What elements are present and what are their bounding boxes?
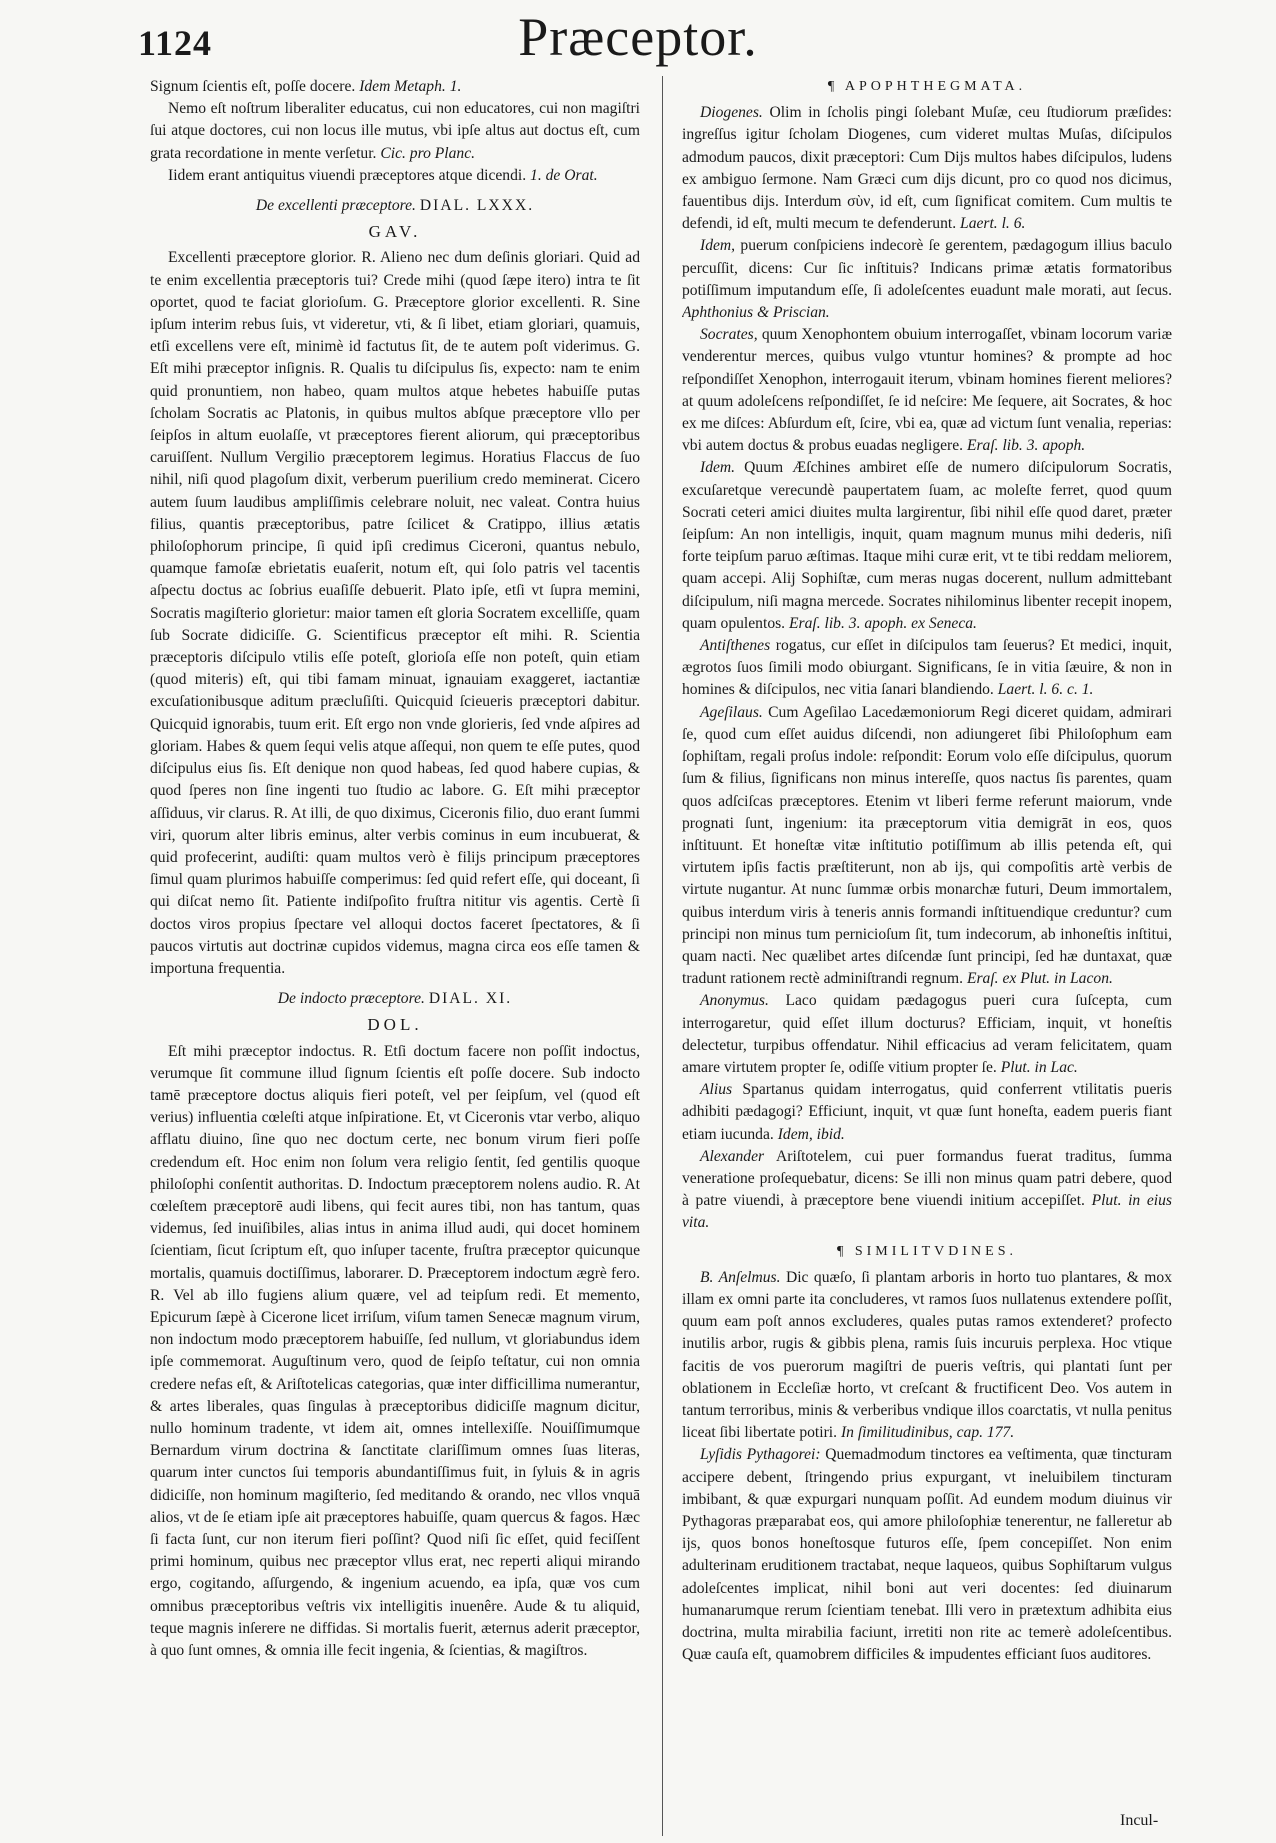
apophthegm-entry: Socrates, quum Xenophontem obuium interrogaſſet, vbinam locorum variæ venderentur merces, quibus vulgo vtuntur homines? & prompte ad hoc reſpondiſſet Xenophon, interrogauit iterum, vbinam homines fierent meliores? at quum adoleſcens reſpondiſſet, ſe id neſcire: Me ſequere, ait Socrates, & hoc ex me diſces: Abſurdum eſt, ſcire, vbi ea, quæ ad victum ſunt venalia, reperias: vbi autem doctus & probus euadas negligere. Eraſ. lib. 3. apoph. xyxy=(682,326,1172,455)
similitudines-heading: ¶ SIMILITVDINES. xyxy=(837,1243,1017,1259)
apophthegm-entry: Anonymus. Laco quidam pædagogus pueri cura ſuſcepta, cum interrogaretur, quid eſſet illum docturus? Efficiam, inquit, vt honeſtis delectetur, turpibus offendatur. Nihil efficacius ad veram felicitatem, quam amare virtutem propter ſe, odiſſe vitium propter ſe. Plut. in Lac. xyxy=(682,992,1172,1076)
similitude-entry: B. Anſelmus. Dic quæſo, ſi plantam arboris in horto tuo plantares, & mox illam ex omni parte ita concluderes, vt ramos ſuos nullatenus extendere poſſit, quum eam poſt annos excluderes, quales putas ramos extenderet? profecto inutilis arbor, rugis & gibbis plena, ramis ſuis incuruis perplexa. Hoc vtique facitis de vos puerorum magiſtri de pueris veſtris, qui plantati ſunt per oblationem in Eccleſiæ horto, vt creſcant & fructificent Deo. Vos autem in tantum terroribus, minis & verberibus vndique illos coarctatis, vt nulla penitus liceat ſibi libertate potiri. In ſimilitudinibus, cap. 177. xyxy=(682,1268,1172,1442)
similitude-entry: Lyſidis Pythagorei: Quemadmodum tinctores ea veſtimenta, quæ tincturam accipere debent, ſtringendo prius expurgant, vt ineluibilem tincturam imbibant, & quæ expurgari nunquam poſſit. Ad eundem modum diuinus vir Pythagoras præparabat eos, qui amore philoſophiæ tenerentur, ne falleretur ab ijs, quos bonos honeſtosque futuros eſſe, ſpem concepiſſet. Non enim adulterinam eruditionem tractabat, neque laqueos, quibus Sophiſtarum vulgus adoleſcentes implicat, nihil boni aut veri docentes: ſed diuinarum humanarumque rerum ſcientiam tenebat. Illi vero in prætextum adhibita eius doctrina, multa mirabilia faciunt, irretiti non rite ac temerè adoleſcentibus. Quæ cauſa eſt, quamobrem difficiles & impudentes efficiant ſuos auditores. xyxy=(682,1446,1172,1664)
left-column xyxy=(150,76,640,1836)
apophthegm-entry: Idem, puerum conſpiciens indecorè ſe gerentem, pædagogum illius baculo percuſſit, dicens: Cur ſic inſtituis? Indicans primæ ætatis formatoribus potiſſimum imputandum eſſe, ſi adoleſcentes euadunt male morati, aut ſecus. Aphthonius & Priscian. xyxy=(682,237,1172,322)
page-number: 1124 xyxy=(138,23,213,63)
right-column xyxy=(682,76,1172,1836)
apophthegm-entry: Antiſthenes rogatus, cur eſſet in diſcipulos tam ſeuerus? Et medici, inquit, ægrotos ſuos ſimili modo obiurgant. Significans, ſe in vitia ſæuire, & non in homines & diſcipulos, nec vitia ſanari blandiendo. Laert. l. 6. c. 1. xyxy=(682,637,1172,699)
dialog-body-excellent: Excellenti præceptore glorior. R. Alieno nec dum deſinis gloriari. Quid ad te enim excellentia præceptoris tui? Crede mihi (quod ſæpe itero) intra te ſit oportet, quod te faciat glorioſum. G. Præceptore glorior excellenti. R. Sine ipſum interim rebus ſuis, vt videretur, vti, & ſi libet, etiam gloriari, quamuis, etſi excellens vere eſt, minimè id factutus ſit, de te autem poſt viderimus. G. Eſt mihi præceptor inſignis. R. Qualis tu diſcipulus ſis, expecto: nam te enim quid pronuntiem, non habeo, quam multos atque hebetes habuiſſe putas ſcholam Socratis ac Platonis, in quibus multos abſque præceptore vllo per ſeipſos in altum euolaſſe, vt præceptores fierent aliorum, qui præceptoribus caruiſſent. Nullum Vergilio præceptorem legimus. Horatius Flaccus de ſuo nihil, niſi quod plagoſum dixit, verberum puerilium credo meminerat. Cicero autem ſuum laudibus ampliſſimis celebrare noluit, nec valeat. Contra huius filius, quantis præceptoribus, patre ſcilicet & Cratippo, illius ætatis philoſophorum principe, ſi quid ipſi credimus Ciceroni, quantus nebulo, quamque famoſæ ebrietatis euaſerit, notum eſt, qui ſolo patris vel tacentis aſpectu doctus ac ſobrius euaſiſſe debuerit. Plato ipſe, etſi vt ſupra memini, Socratis magiſterio glorietur: maior tamen eſt gloria Socratem excelliſſe, quam ſub Socrate didiciſſe. G. Scientificus præceptor eſt mihi. R. Scientia præceptoris diſcipulo vtilis eſſe poteſt, glorioſa eſſe non poteſt, quin etiam (quod miteris) eſt, qui tibi famam minuat, ignauiam exaggeret, iactantiæ excuſationibusque aditum præcluſiſti. Quicquid ſcieueris præceptori dabitur. Quicquid ignorabis, tuum erit. Eſt ergo non vnde glorieris, ſed vnde aſpires ad gloriam. Habes & quem ſequi velis atque aſſequi, non quem te eſſe putes, quod diſcipulus eius ſis. Eſt denique non quod habeas, ſed quod habere cupias, & quod ſperes non ſine ingenti tuo ſtudio ac labore. G. Eſt mihi præceptor aſſiduus, vir clarus. R. At illi, de quo diximus, Ciceronis filio, duo erant ſummi viri, quorum alter libris eminus, alter verbis cominus in eum incubuerat, & quid profecerint, audiſti: quam multos verò è filijs principum præceptores ſimul quam plurimos habuiſſe comperimus: ſed quid refert eſſe, qui doceant, ſi qui diſcat nemo ſit. Patiente indiſpoſito fruſtra nititur vis agentis. Certè ſi doctos viros propius ſpectare vel alloqui doctos faceret ſpectatores, & ſi paucos virtutis aut doctrinæ cupidos videmus, magna circa eos eſſe tamen & importuna frequentia. xyxy=(150,249,640,977)
apophthegm-entry: Alexander Ariſtotelem, cui puer formandus fuerat traditus, ſumma veneratione proſequebatur, dicens: Se illi non minus quam patri debere, quod à patre viuendi, à præceptore bene viuendi initium accepiſſet. Plut. in eius vita. xyxy=(682,1147,1172,1232)
intro-quote-2: Nemo eſt noſtrum liberaliter educatus, cui non educatores, cui non magiſtri ſui atque doctores, cui non locus ille mutus, vbi ipſe altus aut doctus eſt, cum grata recordatione in mente verſetur. Cic. pro Planc. xyxy=(150,100,640,162)
dialog-body-unlearned: Eſt mihi præceptor indoctus. R. Etſi doctum facere non poſſit indoctus, verumque ſit commune illud ſignum ſcientis eſt poſſe docere. Sub indocto tamē præceptore doctus aliquis fieri poteſt, vel per ſeipſum, vel (quod eſt verius) influentia cœleſti atque inſpiratione. Et, vt Ciceronis vtar verbo, aliquo afflatu diuino, ſine quo nec doctum certe, nec bonum virum fieri poſſe credendum eſt. Hoc enim non ſolum vera religio ſentit, ſed gentilis quoque philoſophi conſentit authoritas. D. Indoctum præceptorem nolens audio. R. At cœleſtem præceptorē audi libens, qui fecit aures tibi, non has tantum, quas videmus, ſed inuiſibiles, alias intus in anima illud audi, qui docet hominem ſcientiam, ſicut ſcriptum eſt, quo inſuper tacente, fruſtra præceptor quicunque mortalis, quamuis doctiſſimus, laborarer. D. Præceptorem indoctum ægrè fero. R. Vel ab illo fugiens alium quære, vel ad teipſum redi. Et memento, Epicurum ſæpè à Cicerone licet irriſum, viſum tamen Senecæ magnum virum, non indoctum modo præceptorem habuiſſe, ſed nullum, vt gloriabundus idem ipſe commemorat. Auguſtinum vero, quod de ſeipſo teſtatur, cui non omnia credere nefas eſt, & Ariſtotelicas categorias, quæ inter difficillima numerantur, & artes liberales, quas ſingulas à præceptoribus didiciſſe magnum dicitur, nullo hominum tradente, vt idem ait, omnes intellexiſſe. Nouiſſimumque Bernardum virum doctrina & ſanctitate clariſſimum omnes ſuas literas, quarum inter cunctos ſui temporis abundantiſſimus fuit, in ſyluis & in agris didiciſſe, non hominum magiſterio, ſed meditando & orando, nec vllos vnquā alios, vt de ſe etiam ipſe ait præceptores habuiſſe, quam quercus & fagos. Hæc ſi facta ſunt, cur non iterum fieri poſſint? Quod niſi ſic eſſet, quid feciſſent primi hominum, quibus nec præceptor vllus erat, nec reperti aliqui mirando ergo, cogitando, aſſurgendo, & ingenium acuendo, ea ipſa, quæ vos cum omnibus præceptoribus veſtris vix intelligitis inuenêre. Aude & tu aliquid, teque magnis inſerere ne diffidas. Si mortalis fuerit, æternus aderit præceptor, à quo ſunt omnes, & omnia ille fecit ingenia, & ſcientias, & magiſtros. xyxy=(150,1042,640,1660)
dialog-speaker-gau: GAV. xyxy=(368,222,422,242)
column-divider xyxy=(662,76,663,1836)
running-head: Præceptor. xyxy=(518,7,758,67)
apophthegm-entry: Alius Spartanus quidam interrogatus, quid conferrent vtilitatis pueris adhibiti pædagogi? Efficiunt, inquit, vt quæ ſunt honeſta, eadem pueris fiant etiam iucunda. Idem, ibid. xyxy=(682,1081,1172,1143)
intro-quote-3: Iidem erant antiquitus viuendi præceptores atque dicendi. 1. de Orat. xyxy=(168,166,598,184)
dialog-heading-unlearned: De indocto præceptore. DIAL. XI. xyxy=(277,990,513,1008)
apophthegm-entry: Ageſilaus. Cum Ageſilao Lacedæmoniorum Regi diceret quidam, admirari ſe, quod cum eſſet auidus diſcendi, non adiungeret ſibi Philoſophum eam ſophiſtam, regali proſus indole: reſpondit: Eorum volo eſſe diſcipulus, quorum ſum & filius, ſignificans non minus intereſſe, quos nactus ſis parentes, quam quos adſciſcas præceptores. Etenim vt liberi ferme referunt maiorum, vnde prognati ſunt, ingenium: ita præceptorum vitia demigrāt in eos, quos inſtituunt. Et honeſtæ vitæ inſtitutio potiſſimum ab illis petenda eſt, qui virtutem ipſis factis præſtiterunt, non ab ijs, qui compoſitis artè verbis de virtute nugantur. At nunc ſummæ orbis monarchæ futuri, Deum immortalem, quibus interdum viris à teneris annis formandi inſtituendique creduntur? cum principi non minus tum pernicioſum ſit, tum indecorum, ab inhoneſtis inſtitui, quam nacti. Nec quælibet artes diſcendæ ſunt principi, ſed hæ duntaxat, quæ tradunt rationem rectè adminiſtrandi regnum. Eraſ. ex Plut. in Lacon. xyxy=(682,703,1172,988)
apophthegm-entry: Diogenes. Olim in ſcholis pingi ſolebant Muſæ, ceu ſtudiorum præſides: ingreſſus igitur ſcholam Diogenes, cum videret multas Muſas, diſcipulos admodum paucos, dixit præceptori: Cum Dijs multos habes diſcipulos, ludens ex ambiguo ſermone. Nam Græci cum dijs dicunt, pro co quod nos dicimus, fauentibus dijs. Interdum σὺν, id eſt, cum ſignificat comitem. Cum multis te defendi, id eſt, multi mecum te defenderunt. Laert. l. 6. xyxy=(682,104,1172,233)
intro-quote-1: Signum ſcientis eſt, poſſe docere. Idem Metaph. 1. xyxy=(150,78,462,95)
dialog-heading-excellent: De excellenti præceptore. DIAL. LXXX. xyxy=(255,197,535,215)
apophthegmata-heading: ¶ APOPHTHEGMATA. xyxy=(827,79,1027,94)
dialog-speaker-dol: DOL. xyxy=(367,1015,423,1035)
catchword: Incul- xyxy=(1120,1812,1159,1829)
apophthegm-entry: Idem. Quum Æſchines ambiret eſſe de numero diſcipulorum Socratis, excuſaretque verecundè paupertatem ſuam, ac moleſte ferret, quod quum Socrati ceteri amici diuites multa largirentur, ſibi nihil eſſe quod daret, præter ſeipſum: An non intelligis, inquit, quam magnum munus mihi dederis, niſi forte teipſum paruo æſtimas. Itaque mihi curæ erit, vt te tibi reddam meliorem, quam accepi. Alij Sophiſtæ, cum meras nugas docerent, nullum admittebant diſcipulum, niſi magna mercede. Socrates nihilominus libenter recepit inopem, quam opulentos. Eraſ. lib. 3. apoph. ex Seneca. xyxy=(682,459,1172,632)
